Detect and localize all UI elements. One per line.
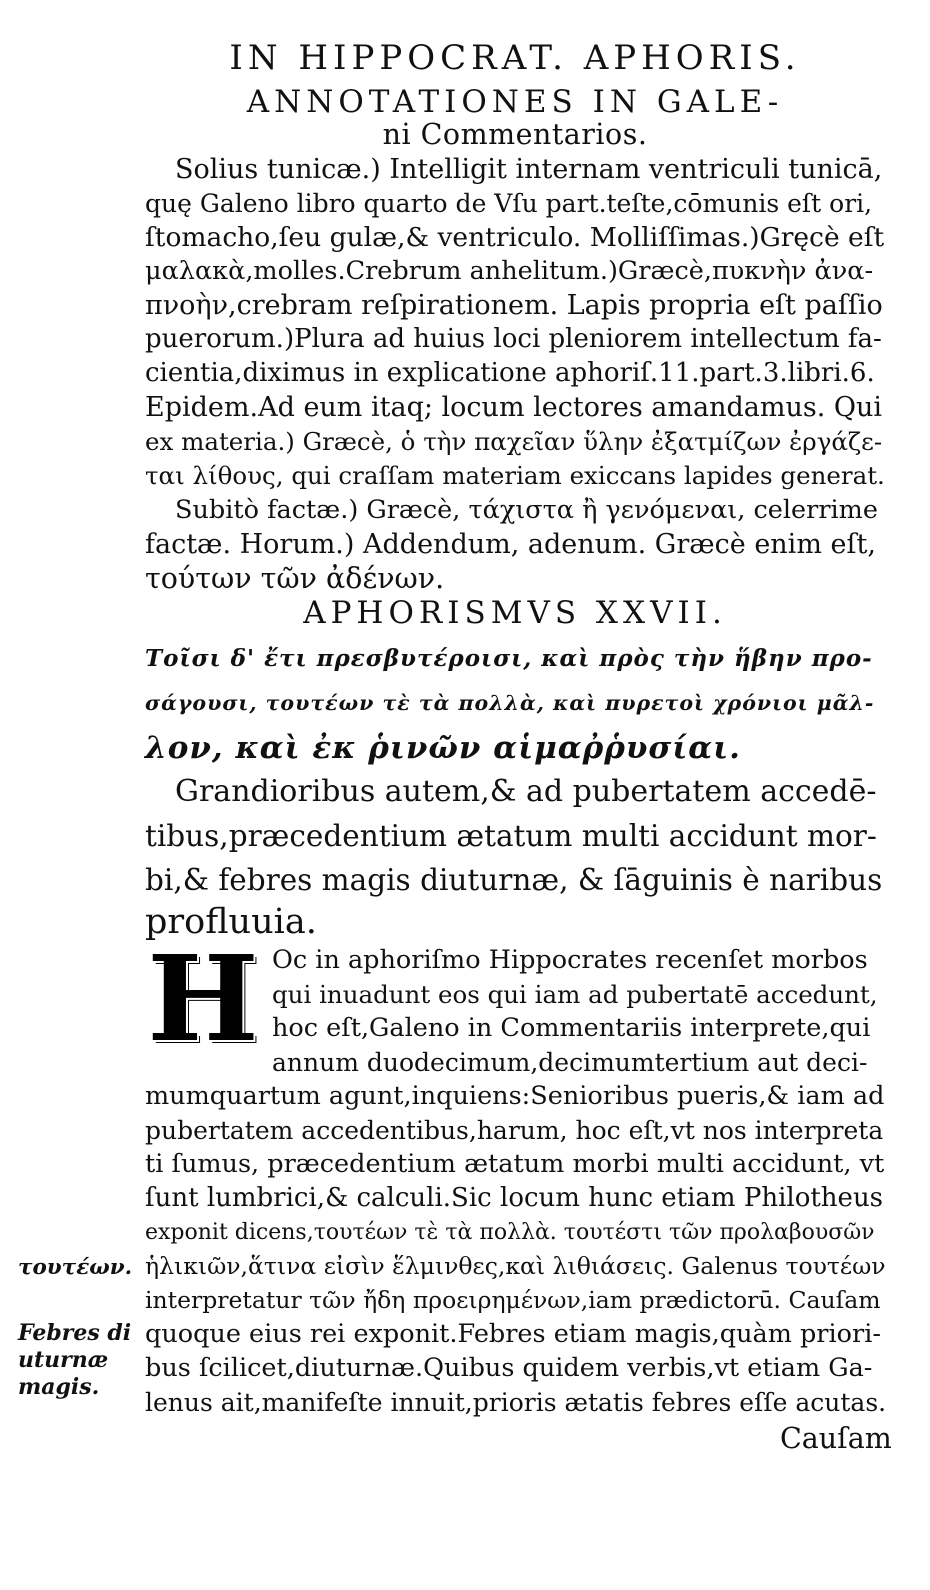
annotation-line: μαλακὰ,molles.Crebrum anhelitum.)Græcè,πυκνὴν ἀνα- [145,256,874,286]
commentary-line: Oc in aphoriſmo Hippocrates recenſet morbos [272,945,868,975]
margin-note-line: magis. [18,1374,100,1400]
aphorism-heading: APHORISMVS XXVII. [303,595,727,631]
annotation-line: ſtomacho,ſeu gulæ,& ventriculo. Molliſſimas.)Gręcè eſt [145,222,885,253]
commentary-line: exponit dicens,τουτέων τὲ τὰ πολλὰ. τουτέστι τῶν προλαβουσῶν [145,1220,875,1245]
annotation-line: πνοὴν,crebram reſpirationem. Lapis propria eſt paſſio [145,290,883,321]
commentary-line: ti ſumus, præcedentium ætatum morbi multi accidunt, vt [145,1149,885,1179]
margin-note-line: uturnæ [18,1347,109,1373]
catchword: Cauſam [780,1422,892,1455]
annotation-line: Epidem.Ad eum itaq; locum lectores amandamus. Qui [145,392,883,423]
aphorism-latin-line: tibus,præcedentium ætatum multi accidunt mor- [145,819,877,853]
margin-note-greek: τουτέων. [18,1255,133,1280]
commentary-line: annum duodecimum,decimumtertium aut deci- [272,1048,868,1077]
annotation-line: ται λίθους, qui craſſam materiam exiccans lapides generat. [145,461,885,490]
commentary-line: lenus ait,manifeſte innuit,prioris ætatis febres eſſe acutas. [145,1388,887,1417]
commentary-line: mumquartum agunt,inquiens:Senioribus pueris,& iam ad [145,1081,885,1111]
commentary-line: ἡλικιῶν,ἅτινα εἰσὶν ἕλμινθες,καὶ λιθιάσεις. Galenus τουτέων [145,1252,886,1280]
annotation-line: Solius tunicæ.) Intelligit internam ventriculi tunicā, [175,154,883,185]
annotation-line: puerorum.)Plura ad huius loci pleniorem intellectum fa- [145,324,882,354]
annotations-subheading: ni Commentarios. [382,118,648,151]
aphorism-latin-line: Grandioribus autem,& ad pubertatem accedē- [175,774,877,809]
commentary-line: interpretatur τῶν ἤδη προειρημένων,iam prædictorū. Cauſam [145,1286,881,1314]
commentary-line: quoque eius rei exponit.Febres etiam magis,quàm priori- [145,1319,881,1349]
annotation-line: τούτων τῶν ἀδένων. [145,562,445,595]
aphorism-greek-line: σάγουσι, τουτέων τὲ τὰ πολλὰ, καὶ πυρετοὶ χρόνιοι μᾶλ- [145,691,875,715]
annotation-line: Subitò factæ.) Græcè, τάχιστα ἢ γενόμεναι, celerrime [175,495,878,525]
running-head: IN HIPPOCRAT. APHORIS. [229,38,801,78]
annotation-line: ex materia.) Græcè, ὁ τὴν παχεῖαν ὕλην ἐξατμίζων ἐργάζε- [145,427,883,456]
aphorism-greek-line: Τοῖσι δ' ἔτι πρεσβυτέροισι, καὶ πρὸς τὴν ἥβην προ- [145,645,873,672]
drop-cap-initial: H [147,929,259,1068]
aphorism-latin-line: bi,& febres magis diuturnæ, & ſāguinis è naribus [145,863,883,897]
annotation-line: cientia,diximus in explicatione aphoriſ.11.part.3.libri.6. [145,358,875,388]
commentary-line: hoc eſt,Galeno in Commentariis interprete,qui [272,1013,871,1043]
annotation-line: factæ. Horum.) Addendum, adenum. Græcè enim eſt, [145,529,876,560]
commentary-line: ſunt lumbrici,& calculi.Sic locum hunc etiam Philotheus [145,1183,884,1213]
commentary-line: pubertatem accedentibus,harum, hoc eſt,vt nos interpreta [145,1116,884,1145]
aphorism-greek-line: λον, καὶ ἐκ ῥινῶν αἱμαῤῥυσίαι. [145,730,741,766]
margin-note-line: Febres di [18,1320,132,1346]
aphorism-latin-line: profluuia. [145,902,317,942]
commentary-line: qui inuadunt eos qui iam ad pubertatē accedunt, [272,980,878,1009]
commentary-line: bus ſcilicet,diuturnæ.Quibus quidem verbis,vt etiam Ga- [145,1353,873,1383]
annotation-line: quę Galeno libro quarto de Vſu part.teſte,cōmunis eſt ori, [145,189,873,218]
annotations-heading: ANNOTATIONES IN GALE- [246,84,784,120]
